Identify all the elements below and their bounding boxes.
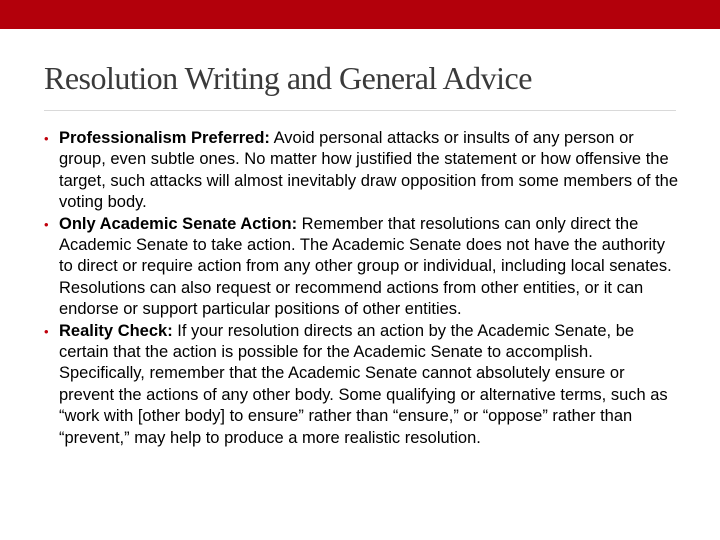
bullet-item-reality-check: [40, 321, 680, 449]
top-accent-bar: [0, 0, 720, 29]
title-divider: [44, 110, 676, 111]
bullet-item-professionalism: [40, 128, 680, 214]
bullet-item-academic-senate-action: [40, 214, 680, 321]
bullet-label: Professionalism Preferred:: [59, 129, 270, 147]
bullet-text: Remember that resolutions can only direct the Academic Senate to take action. The Academic Senate does not have the authority to direct or require action from any other group or individual, including local senates. Resolutions can also request or recommend actions from other entities, or it can endorse or support particular positions of other entities.: [59, 214, 672, 319]
bullet-list: [40, 128, 680, 449]
bullet-label: Only Academic Senate Action:: [59, 214, 298, 233]
bullet-text: Avoid personal attacks or insults of any person or group, even subtle ones. No matter how justified the statement or how offensive the target, such attacks will almost inevitably draw opposition from some members of the voting body.: [59, 129, 679, 212]
bullet-label: Reality Check:: [59, 321, 173, 340]
bullet-marker: •: [44, 216, 49, 232]
slide-title: Resolution Writing and General Advice: [44, 60, 532, 96]
bullet-marker: •: [44, 323, 49, 339]
bullet-marker: •: [44, 131, 49, 146]
bullet-text: If your resolution directs an action by the Academic Senate, be certain that the action is possible for the Academic Senate to accomplish. Specifically, remember that the Academic Senate cannot absolutely ensure or prevent the actions of any other body. Some qualifying or alternative terms, such as “work with [other body] to ensure” rather than “ensure,” or “oppose” rather than “prevent,” may help to produce a more realistic resolution.: [59, 321, 668, 447]
